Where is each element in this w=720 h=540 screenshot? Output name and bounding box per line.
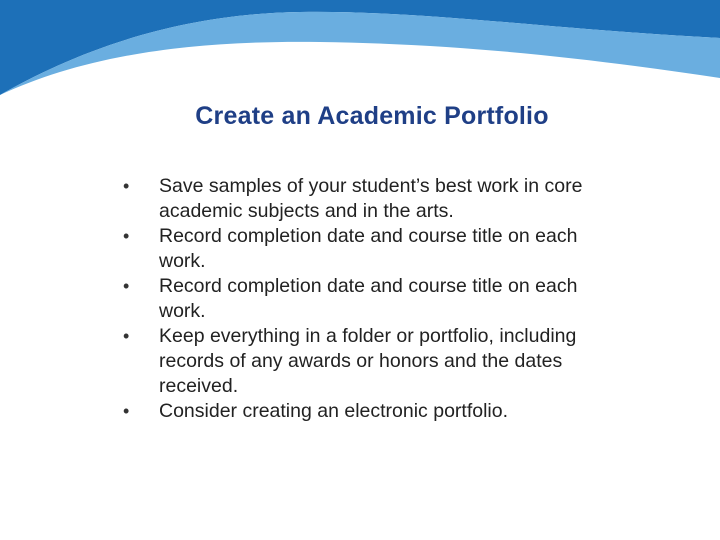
- bullet-icon: •: [123, 401, 130, 421]
- bullet-icon: •: [123, 276, 130, 296]
- bullet-item: [123, 399, 623, 424]
- bullet-text: Keep everything in a folder or portfolio, including records of any awards or honors and the dates received.: [159, 325, 577, 397]
- bullet-item: [123, 224, 623, 274]
- bullet-item: [123, 274, 623, 324]
- bullet-list: [123, 174, 623, 424]
- bullet-text: Consider creating an electronic portfolio.: [159, 400, 509, 422]
- bullet-text: Record completion date and course title on each work.: [159, 225, 578, 272]
- bullet-item: [123, 324, 623, 399]
- slide-title: Create an Academic Portfolio: [195, 102, 549, 130]
- bullet-item: [123, 174, 623, 224]
- bullet-text: Record completion date and course title on each work.: [159, 275, 578, 322]
- bullet-icon: •: [123, 226, 130, 246]
- bullet-text: Save samples of your student’s best work in core academic subjects and in the arts.: [159, 175, 583, 222]
- bullet-icon: •: [123, 326, 130, 346]
- bullet-icon: •: [123, 176, 130, 196]
